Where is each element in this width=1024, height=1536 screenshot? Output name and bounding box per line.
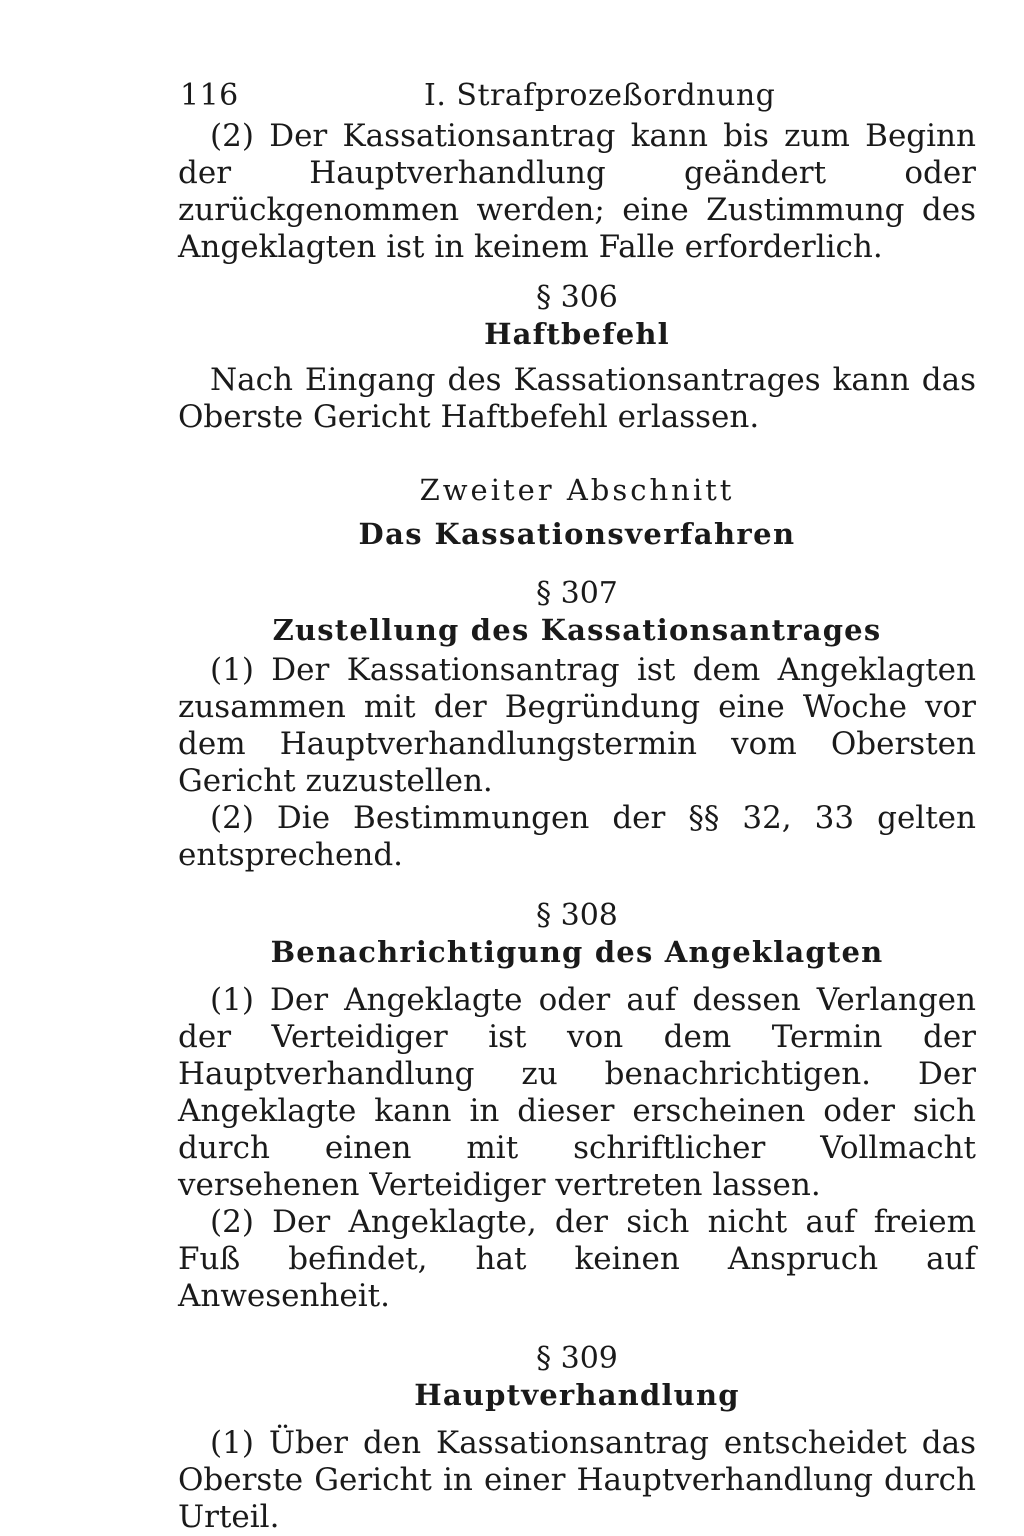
section-306-title: Haftbefehl (484, 317, 670, 351)
page-number: 116 (180, 78, 239, 113)
section-309-paragraph-1: (1) Über den Kassationsantrag entscheidet das Oberste Gericht in einer Hauptverhandlung durch Urteil. (178, 1425, 976, 1535)
section-309-number: § 309 (536, 1341, 618, 1376)
section-306-text: Nach Eingang des Kassationsantrages kann das Oberste Gericht Haftbefehl erlassen. (178, 362, 976, 435)
section-308-paragraph-1: (1) Der Angeklagte oder auf dessen Verlangen der Verteidiger ist von dem Termin der Hauptverhandlung zu benachrichtigen. Der Angeklagte kann in dieser erscheinen oder sich durch einen mit schriftlicher Vollmacht versehenen Verteidiger vertreten lassen. (178, 982, 976, 1203)
section-309-title: Hauptverhandlung (414, 1378, 740, 1412)
part-label: Zweiter Abschnitt (419, 473, 735, 507)
section-308-title: Benachrichtigung des Angeklagten (270, 935, 884, 969)
section-307-number: § 307 (536, 576, 618, 611)
section-306-number: § 306 (536, 280, 618, 315)
section-308-paragraph-2: (2) Der Angeklagte, der sich nicht auf freiem Fuß befindet, hat keinen Anspruch auf Anwesenheit. (178, 1204, 976, 1314)
section-307-paragraph-2: (2) Die Bestimmungen der §§ 32, 33 gelten entsprechend. (178, 800, 976, 873)
section-307-paragraph-1: (1) Der Kassationsantrag ist dem Angeklagten zusammen mit der Begründung eine Woche vor dem Hauptverhandlungstermin vom Obersten Gericht zuzustellen. (178, 652, 976, 799)
section-308-number: § 308 (536, 898, 618, 933)
part-title: Das Kassationsverfahren (358, 517, 796, 551)
running-title: I. Strafprozeßordnung (424, 78, 776, 113)
document-page (178, 70, 976, 1536)
section-307-title: Zustellung des Kassationsantrages (272, 613, 882, 647)
paragraph-305-2: (2) Der Kassationsantrag kann bis zum Beginn der Hauptverhandlung geändert oder zurückgenommen werden; eine Zustimmung des Angeklagten ist in keinem Falle erforderlich. (178, 118, 976, 265)
page-header (178, 70, 976, 118)
